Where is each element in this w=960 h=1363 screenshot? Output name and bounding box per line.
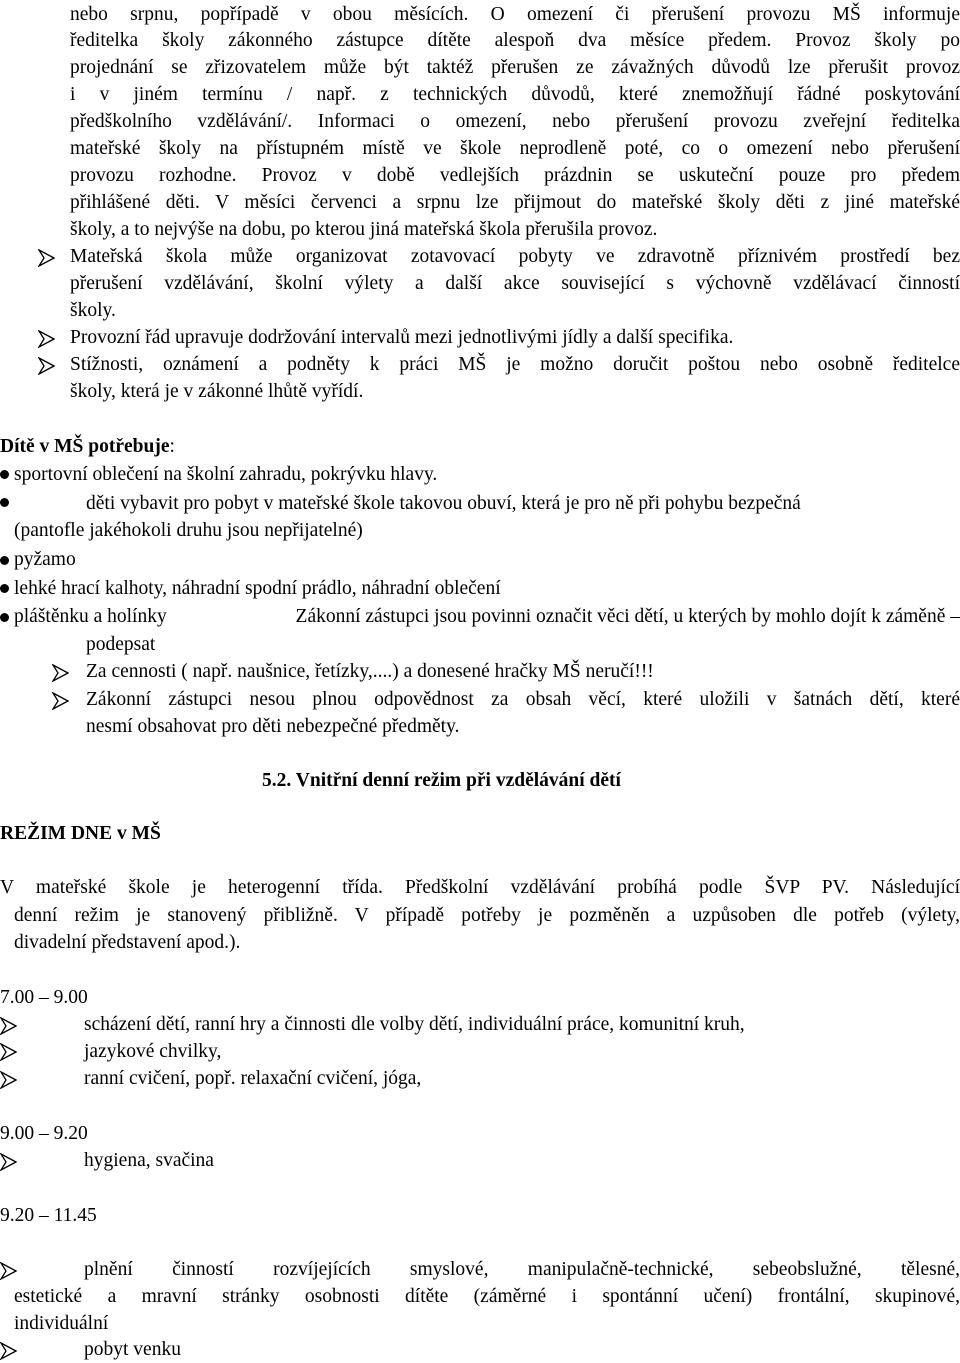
schedule-activity: jazykové chvilky, [84,1041,222,1062]
schedule-activity-continuation: individuální [14,1313,109,1334]
intro-line: i v jiném termínu / např. z technických důvodů, které znemožňují řádné poskytování [70,84,960,105]
schedule-time: 7.00 – 9.00 [0,987,88,1008]
arrow-bullet-icon [38,249,55,267]
rule-line: školy, která je v zákonné lhůtě vyřídí. [70,381,364,402]
dot-bullet-icon [0,470,9,479]
intro-line: provozu rozhodne. Provoz v době vedlejších prázdnin se uskuteční pouze pro předem [70,165,960,186]
intro-line: přihlášené děti. V měsíci červenci a srpnu lze přijmout do mateřské školy děti z jiné mateřské [70,192,960,213]
needs-heading-colon: : [169,436,175,457]
needs-item-continuation: (pantofle jakéhokoli druhu jsou nepřijatelné) [14,520,363,541]
needs-item: sportovní oblečení na školní zahradu, pokrývku hlavy. [14,464,438,485]
intro-line: školy, a to nejvýše na dobu, po kterou jiná mateřská škola přerušila provoz. [70,219,658,240]
arrow-bullet-icon [38,357,55,375]
schedule-activity-continuation: estetické a mravní stránky osobnosti dítěte (záměrné i spontánní učení) frontální, skupinové, [14,1286,960,1307]
needs-heading [0,434,175,460]
rule-line: Provozní řád upravuje dodržování intervalů mezi jednotlivými jídly a další specifika. [70,327,734,348]
schedule-activity: plnění činností rozvíjejících smyslové, manipulačně-technické, sebeobslužné, tělesné, [84,1259,960,1280]
schedule-activity: ranní cvičení, popř. relaxační cvičení, jóga, [84,1068,422,1089]
parents-note-line: Za cennosti ( např. naušnice, řetízky,....) a donesené hračky MŠ neručí!!! [86,661,654,682]
arrow-bullet-icon [0,1153,17,1171]
intro-line: ředitelka školy zákonného zástupce dítěte alespoň dva měsíce předem. Provoz školy po [70,30,960,51]
section-intro-line: denní režim je stanovený přibližně. V případě potřeby je pozměněn a uzpůsoben dle potřeb (výlety, [14,905,960,926]
parents-note-line: podepsat [86,634,156,655]
arrow-bullet-icon [52,664,69,682]
intro-line: projednání se zřizovatelem může být taktéž přerušen ze závažných důvodů lze přerušit provoz [70,57,960,78]
needs-item: lehké hrací kalhoty, náhradní spodní prádlo, náhradní oblečení [14,578,501,599]
rule-line: přerušení vzdělávání, školní výlety a další akce související s výchovně vzdělávací činností [70,273,960,294]
daily-schedule-heading: REŽIM DNE v MŠ [0,823,161,844]
section-title: 5.2. Vnitřní denní režim při vzdělávání dětí [262,770,621,791]
arrow-bullet-icon [0,1043,17,1061]
intro-line: předškolního vzdělávání/. Informaci o omezení, nebo přerušení provozu zveřejní ředitelka [70,111,960,132]
parents-note-line: nesmí obsahovat pro děti nebezpečné předměty. [86,716,460,737]
dot-bullet-icon [0,556,9,565]
needs-item: pyžamo [14,549,76,570]
arrow-bullet-icon [0,1342,17,1360]
arrow-bullet-icon [0,1262,17,1280]
intro-line: mateřské školy na přístupném místě ve škole neprodleně poté, co o omezení nebo přerušení [70,138,960,159]
schedule-time: 9.20 – 11.45 [0,1205,97,1226]
rule-line: Stížnosti, oznámení a podněty k práci MŠ je možno doručit poštou nebo osobně ředitelce [70,354,960,375]
schedule-activity: pobyt venku [84,1339,181,1360]
parents-note-line: Zákonní zástupci jsou povinni označit věci dětí, u kterých by mohlo dojít k záměně – [295,606,960,627]
parents-note-line: Zákonní zástupci nesou plnou odpovědnost za obsah věcí, které uložili v šatnách dětí, které [86,689,960,710]
needs-item: děti vybavit pro pobyt v mateřské škole takovou obuví, která je pro ně při pohybu bezpečná [86,493,801,514]
section-intro-line: divadelní představení apod.). [14,932,241,953]
rule-line: školy. [70,300,116,321]
arrow-bullet-icon [0,1017,17,1035]
schedule-time: 9.00 – 9.20 [0,1123,88,1144]
arrow-bullet-icon [38,330,55,348]
dot-bullet-icon [0,613,9,622]
needs-item: pláštěnku a holínky [14,606,167,627]
schedule-activity: hygiena, svačina [84,1150,214,1171]
intro-line: nebo srpnu, popřípadě v obou měsících. O omezení či přerušení provozu MŠ informuje [70,4,960,25]
dot-bullet-icon [0,498,9,507]
dot-bullet-icon [0,584,9,593]
needs-heading-bold: Dítě v MŠ potřebuje [0,436,170,457]
section-intro-line: V mateřské škole je heterogenní třída. Předškolní vzdělávání probíhá podle ŠVP PV. Následující [0,877,960,898]
arrow-bullet-icon [52,692,69,710]
rule-line: Mateřská škola může organizovat zotavovací pobyty ve zdravotně příznivém prostředí bez [70,246,960,267]
schedule-activity: scházení dětí, ranní hry a činnosti dle volby dětí, individuální práce, komunitní kruh, [84,1014,745,1035]
arrow-bullet-icon [0,1071,17,1089]
